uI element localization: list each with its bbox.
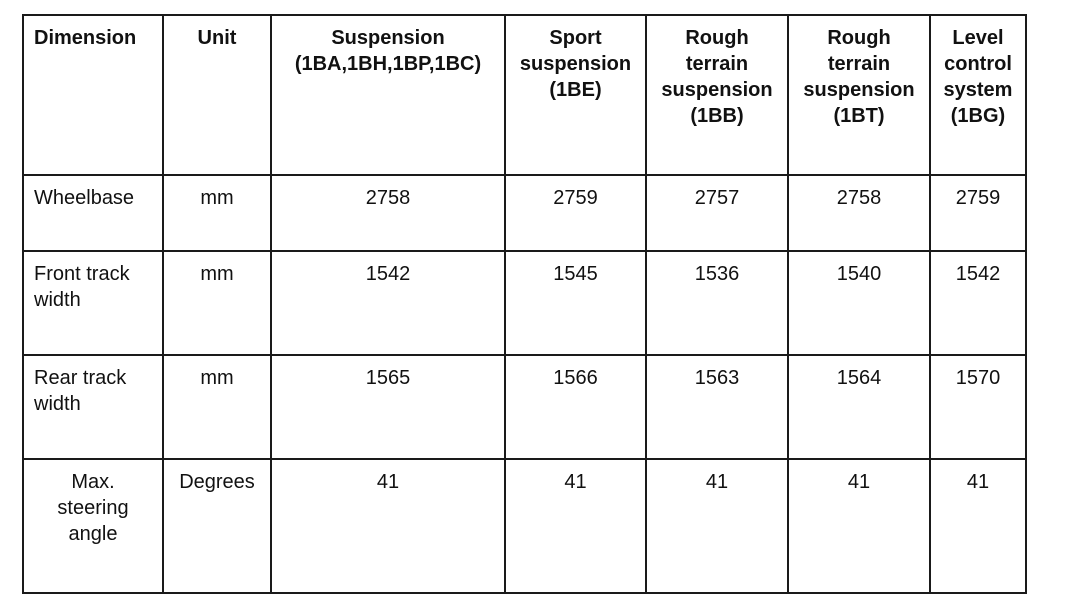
value-cell: 1542: [930, 251, 1026, 355]
header-unit: Unit: [163, 15, 271, 175]
table-row: [23, 175, 1026, 251]
unit-cell: mm: [163, 355, 271, 459]
header-level-control: Level control system (1BG): [930, 15, 1026, 175]
header-rough-terrain-1bt: Rough terrain suspension (1BT): [788, 15, 930, 175]
value-cell: 2759: [505, 175, 646, 251]
value-cell: 1570: [930, 355, 1026, 459]
table-header-row: [23, 15, 1026, 175]
value-cell: 41: [646, 459, 788, 593]
header-rough-terrain-1bb: Rough terrain suspension (1BB): [646, 15, 788, 175]
value-cell: 1540: [788, 251, 930, 355]
value-cell: 1542: [271, 251, 505, 355]
value-cell: 1545: [505, 251, 646, 355]
table-row: [23, 355, 1026, 459]
row-label-wheelbase: Wheelbase: [23, 175, 163, 251]
row-label-max-steering-angle: Max. steering angle: [23, 459, 163, 593]
value-cell: 2757: [646, 175, 788, 251]
value-cell: 41: [271, 459, 505, 593]
value-cell: 1564: [788, 355, 930, 459]
value-cell: 2759: [930, 175, 1026, 251]
value-cell: 2758: [788, 175, 930, 251]
value-cell: 1565: [271, 355, 505, 459]
table-row: [23, 251, 1026, 355]
unit-cell: mm: [163, 175, 271, 251]
dimensions-table: [22, 14, 1027, 594]
value-cell: 41: [930, 459, 1026, 593]
value-cell: 2758: [271, 175, 505, 251]
value-cell: 41: [505, 459, 646, 593]
value-cell: 41: [788, 459, 930, 593]
row-label-front-track-width: Front track width: [23, 251, 163, 355]
unit-cell: Degrees: [163, 459, 271, 593]
value-cell: 1566: [505, 355, 646, 459]
row-label-rear-track-width: Rear track width: [23, 355, 163, 459]
table-row: [23, 459, 1026, 593]
value-cell: 1563: [646, 355, 788, 459]
header-sport-suspension: Sport suspension (1BE): [505, 15, 646, 175]
unit-cell: mm: [163, 251, 271, 355]
value-cell: 1536: [646, 251, 788, 355]
header-suspension: Suspension (1BA,1BH,1BP,1BC): [271, 15, 505, 175]
header-dimension: Dimension: [23, 15, 163, 175]
